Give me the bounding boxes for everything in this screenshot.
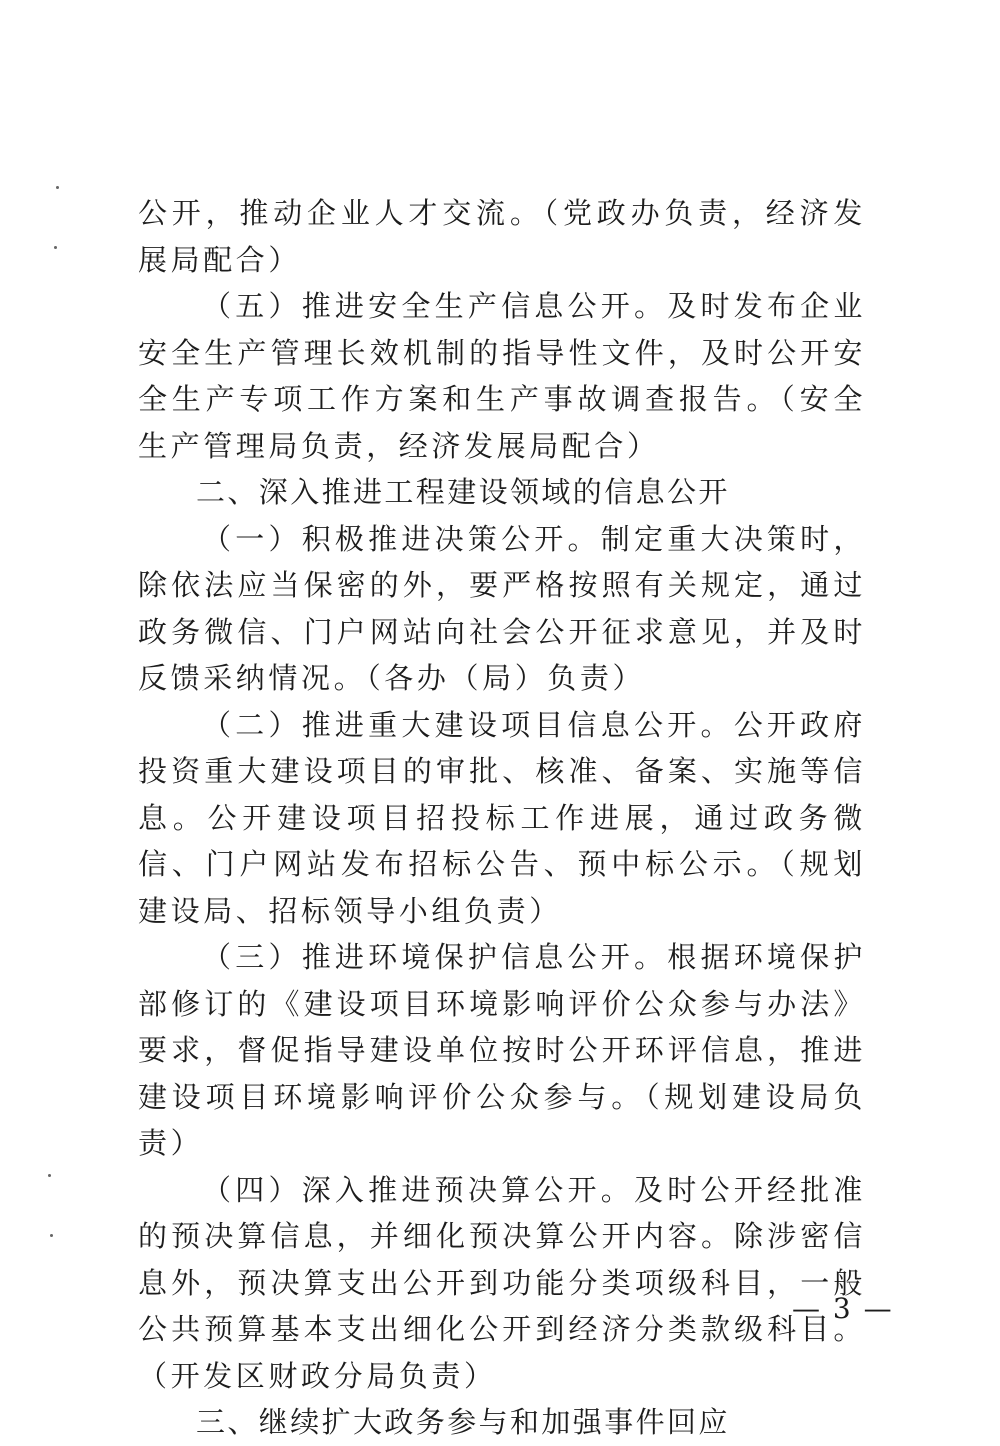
paragraph-major-projects: （二）推进重大建设项目信息公开。公开政府投资重大建设项目的审批、核准、备案、实施等信息。公开建设项目招投标工作进展，通过政务微信、门户网站发布招标公告、预中标公示。（规划建设局、招标领导小组负责） bbox=[138, 707, 866, 928]
page-number: — 3 — bbox=[792, 1292, 894, 1325]
paragraph-budget: （四）深入推进预决算公开。及时公开经批准的预决算信息，并细化预决算公开内容。除涉密信息外，预决算支出公开到功能分类项级科目，一般公共预算基本支出细化公开到经济分类款级科目。（开发区财政分局负责） bbox=[138, 1172, 866, 1393]
document-body bbox=[138, 190, 866, 1446]
section-heading-2: 二、深入推进工程建设领域的信息公开 bbox=[196, 475, 730, 509]
scan-speck bbox=[54, 246, 57, 249]
paragraph-safety-info: （五）推进安全生产信息公开。及时发布企业安全生产管理长效机制的指导性文件，及时公开安全生产专项工作方案和生产事故调查报告。（安全生产管理局负责，经济发展局配合） bbox=[138, 289, 866, 463]
scan-speck bbox=[48, 1174, 51, 1177]
scan-speck bbox=[56, 186, 59, 189]
paragraph-continuation: 公开，推动企业人才交流。（党政办负责，经济发展局配合） bbox=[138, 196, 866, 277]
scan-speck bbox=[50, 1234, 53, 1237]
section-heading-3: 三、继续扩大政务参与和加强事件回应 bbox=[196, 1405, 730, 1439]
paragraph-environment: （三）推进环境保护信息公开。根据环境保护部修订的《建设项目环境影响评价公众参与办法》要求，督促指导建设单位按时公开环评信息，推进建设项目环境影响评价公众参与。（规划建设局负责） bbox=[138, 940, 866, 1160]
paragraph-decision-disclosure: （一）积极推进决策公开。制定重大决策时，除依法应当保密的外，要严格按照有关规定，通过政务微信、门户网站向社会公开征求意见，并及时反馈采纳情况。（各办（局）负责） bbox=[138, 521, 866, 695]
